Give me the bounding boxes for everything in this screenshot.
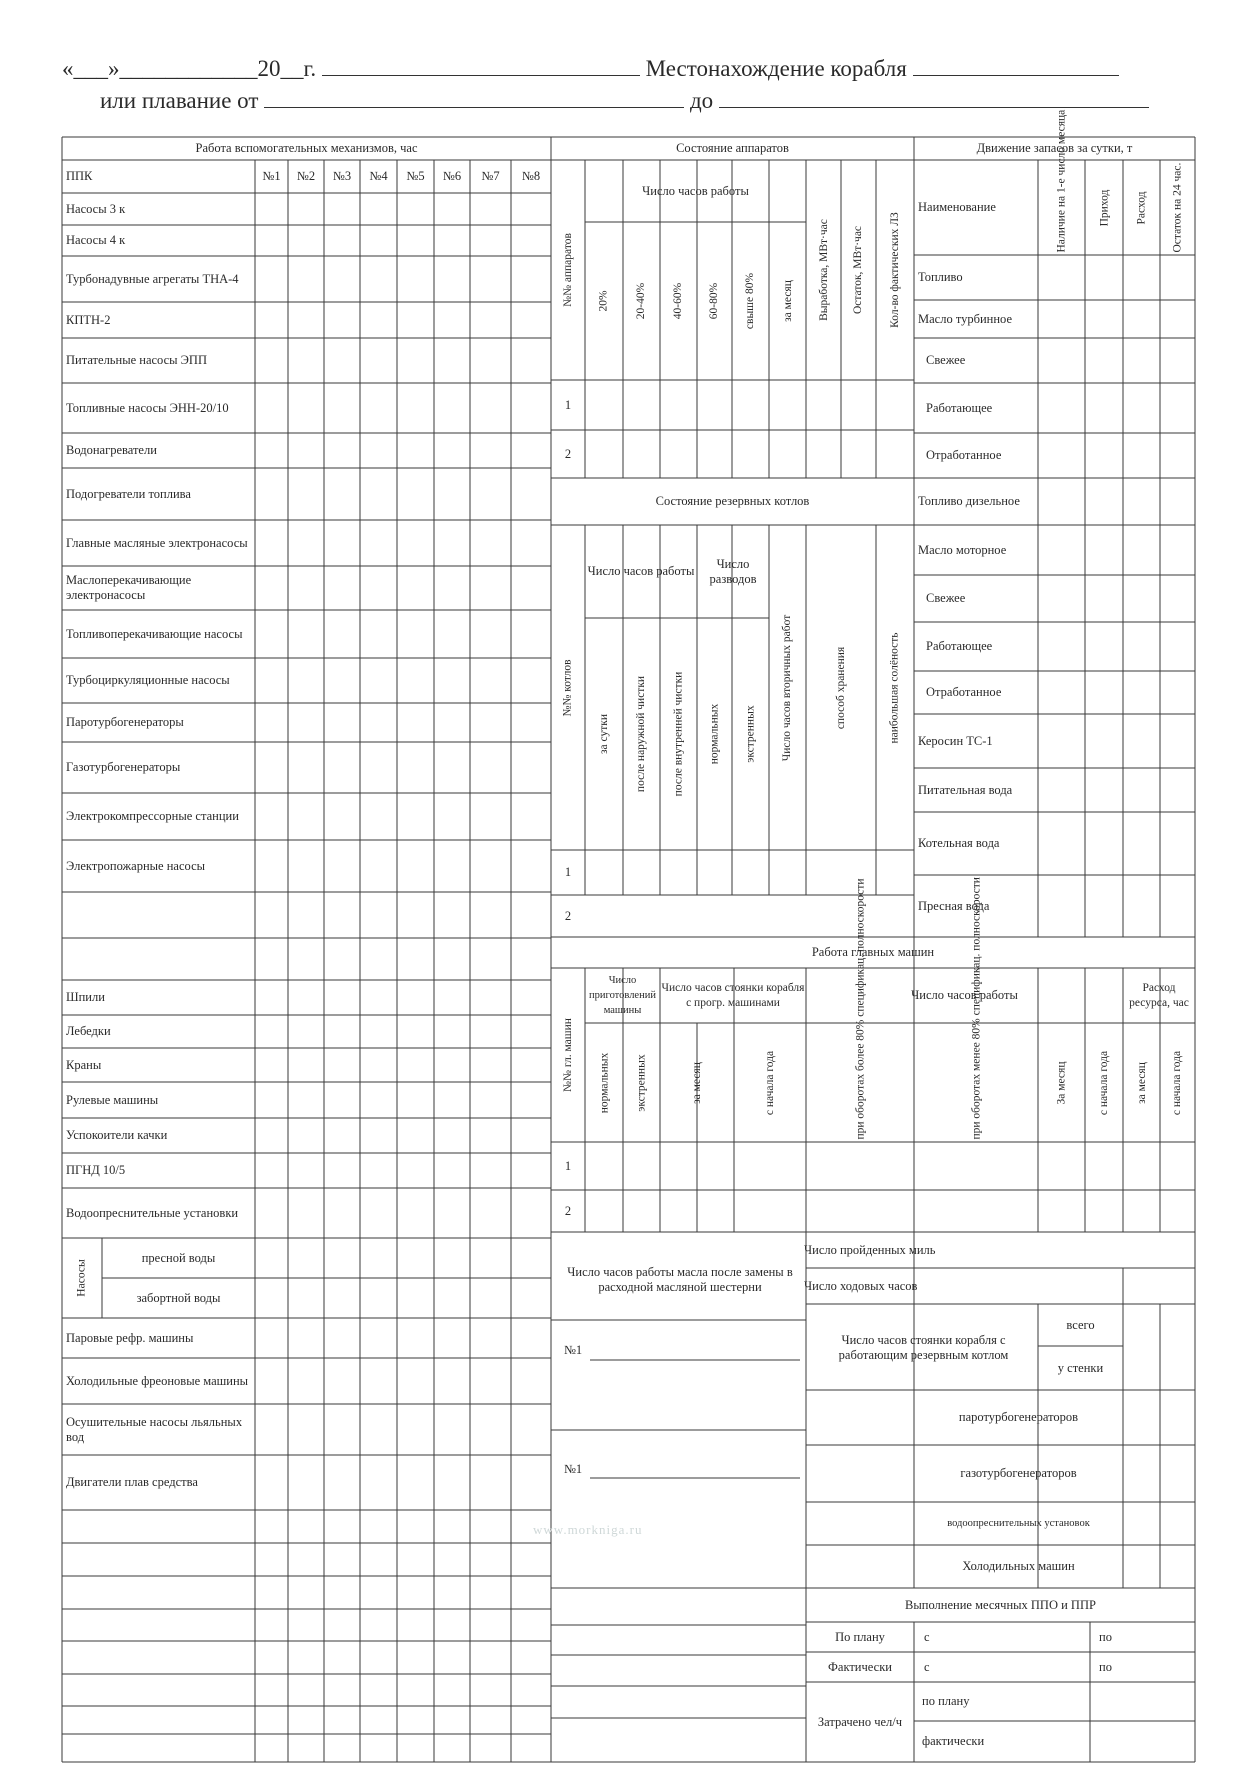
engines-prep-emergency-text: экстренных bbox=[635, 1053, 648, 1112]
left-row-label-7: Водонагреватели bbox=[66, 443, 157, 457]
plan-spent-plan: по плану bbox=[922, 1694, 970, 1708]
engines-work-year-text: с начала года bbox=[1098, 1050, 1111, 1115]
boilers-fault-text: наибольшая солёность bbox=[889, 631, 901, 744]
oil-n1: №1 bbox=[564, 1342, 583, 1357]
standby-at-wall: у стенки bbox=[1057, 1360, 1104, 1375]
left-row-label-20: Лебедки bbox=[66, 1024, 111, 1038]
pumps-group-label bbox=[62, 1238, 102, 1318]
plan-to-1: по bbox=[1099, 1629, 1112, 1644]
miles-label: Число пройденных миль bbox=[804, 1242, 936, 1257]
stocks-col-1-text: Наличие на 1-е число месяца bbox=[1055, 109, 1068, 252]
stocks-col-1 bbox=[1038, 109, 1085, 255]
stocks-col-4-text: Остаток на 24 час. bbox=[1171, 162, 1184, 252]
apparatus-output bbox=[806, 160, 841, 380]
left-row-label-29: Холодильные фреоновые машины bbox=[66, 1373, 249, 1388]
machine-num-7: №7 bbox=[481, 169, 500, 183]
left-row-label-22: Рулевые машины bbox=[66, 1092, 159, 1107]
left-row-label-0: ППК bbox=[66, 169, 93, 183]
boilers-num-col-text: №№ котлов bbox=[562, 658, 574, 717]
apparatus-num-col-text: №№ аппаратов bbox=[562, 233, 575, 307]
apparatus-hours-col-1 bbox=[623, 222, 660, 380]
boilers-hours-service-text: Число часов вторичных работ bbox=[781, 614, 794, 761]
stocks-row-8: Работающее bbox=[926, 639, 993, 653]
left-row-label-19: Шпили bbox=[66, 990, 105, 1004]
boilers-row-1: 1 bbox=[564, 865, 572, 879]
boilers-hours-service bbox=[769, 525, 806, 850]
engines-num-col-text: №№ гл. машин bbox=[562, 1018, 575, 1092]
apparatus-remainder-text: Остаток, МВт·час bbox=[852, 225, 865, 315]
left-row-label-12: Турбоциркуляционные насосы bbox=[66, 673, 230, 687]
engines-resource-month bbox=[1123, 1023, 1160, 1142]
engines-resource-year-text: с начала года bbox=[1171, 1050, 1184, 1115]
boilers-hours-ext-text: после наружной чистки bbox=[635, 675, 648, 793]
left-row-label-21: Краны bbox=[66, 1057, 102, 1072]
left-row-label-6: Топливные насосы ЭНН-20/10 bbox=[66, 400, 229, 415]
apparatus-hours-col-5 bbox=[769, 222, 806, 380]
voyage-to-label: до bbox=[689, 88, 714, 113]
boilers-hours-day-text: за сутки bbox=[598, 714, 610, 754]
left-row-label-3: Турбонадувные агрегаты ТНА-4 bbox=[66, 271, 239, 286]
engines-work-low-text: при оборотах менее 80% спецификац. полноскорости bbox=[970, 876, 982, 1139]
apparatus-hours-col-0 bbox=[585, 222, 623, 380]
stocks-row-11: Питательная вода bbox=[918, 782, 1013, 797]
apparatus-title: Состояние аппаратов bbox=[676, 141, 789, 155]
boilers-num-col bbox=[551, 525, 585, 850]
left-row-label-2: Насосы 4 к bbox=[66, 233, 126, 247]
plan-actual: Фактически bbox=[828, 1659, 892, 1674]
stocks-col-3 bbox=[1123, 160, 1160, 255]
stocks-title: Движение запасов за сутки, т bbox=[976, 141, 1133, 155]
left-row-label-9: Главные масляные электронасосы bbox=[66, 535, 248, 550]
engines-work-year bbox=[1085, 1023, 1123, 1142]
oil-hours-text: Число часов работы масла после замены в расходной масляной шестерни bbox=[567, 1265, 793, 1294]
apparatus-hours-col-0-text: 20% bbox=[598, 290, 610, 312]
stocks-col-3-text: Расход bbox=[1135, 190, 1148, 225]
engines-num-col bbox=[551, 968, 585, 1142]
left-table-title: Работа вспомогательных механизмов, час bbox=[195, 141, 418, 155]
apparatus-num-col bbox=[551, 160, 585, 380]
boilers-storage-text: способ хранения bbox=[835, 646, 847, 729]
machine-num-4: №4 bbox=[369, 169, 388, 183]
apparatus-hours-col-4-text: свыше 80% bbox=[744, 272, 757, 330]
left-row-label-13: Паротурбогенераторы bbox=[66, 715, 184, 729]
gen-refrigeration: Холодильных машин bbox=[962, 1559, 1075, 1573]
machine-num-2: №2 bbox=[296, 169, 316, 183]
engines-resource-month-text: за месяц bbox=[1135, 1061, 1148, 1104]
engines-work-month bbox=[1038, 1023, 1085, 1142]
plan-title: Выполнение месячных ППО и ППР bbox=[905, 1597, 1096, 1612]
stocks-row-4: Отработанное bbox=[926, 448, 1002, 462]
apparatus-hours-col-1-text: 20-40% bbox=[635, 282, 648, 320]
stocks-row-1: Масло турбинное bbox=[918, 311, 1013, 326]
engines-prep-emergency bbox=[623, 1023, 660, 1142]
gen-steam-turbine: паротурбогенераторов bbox=[958, 1410, 1079, 1424]
boilers-raising-header: Число разводов bbox=[709, 556, 757, 586]
pumps-sea-water: забортной воды bbox=[136, 1290, 221, 1305]
stocks-row-7: Свежее bbox=[926, 591, 966, 605]
apparatus-hours-col-2-text: 40-60% bbox=[672, 282, 685, 320]
apparatus-remainder bbox=[841, 160, 876, 380]
boilers-hours-header: Число часов работы bbox=[587, 564, 695, 578]
engines-stand-year-text: с начала года bbox=[763, 1050, 776, 1115]
left-row-label-1: Насосы 3 к bbox=[66, 201, 126, 216]
left-row-label-23: Успокоители качки bbox=[66, 1128, 168, 1142]
stocks-row-12: Котельная вода bbox=[918, 836, 1000, 850]
gen-desalination: водоопреснительных установок bbox=[947, 1518, 1090, 1529]
left-row-label-10: Маслоперекачивающие электронасосы bbox=[66, 573, 192, 602]
left-row-label-15: Электрокомпрессорные станции bbox=[66, 809, 239, 823]
boilers-raising-emergency-text: экстренных bbox=[744, 705, 757, 763]
apparatus-hours-header: Число часов работы bbox=[642, 183, 749, 198]
engines-work-header: Число часов работы bbox=[911, 988, 1018, 1002]
plan-by-plan: По плану bbox=[835, 1629, 885, 1644]
machine-num-1: №1 bbox=[262, 169, 281, 183]
plan-spent: Затрачено чел/ч bbox=[817, 1714, 903, 1729]
water-hours-label: Число ходовых часов bbox=[804, 1278, 918, 1293]
plan-from-2: с bbox=[924, 1659, 930, 1674]
stocks-row-13: Пресная вода bbox=[918, 898, 990, 913]
apparatus-output-text: Выработка, МВт·час bbox=[817, 219, 830, 321]
apparatus-lz bbox=[876, 160, 914, 380]
engines-resource-year bbox=[1160, 1023, 1195, 1142]
apparatus-hours-col-3 bbox=[697, 222, 732, 380]
engines-prep-normal bbox=[585, 1023, 623, 1142]
plan-spent-actual: фактически bbox=[922, 1734, 985, 1748]
stocks-col-2-text: Приход bbox=[1097, 189, 1110, 226]
engines-prep-normal-text: нормальных bbox=[598, 1052, 610, 1113]
pumps-fresh-water: пресной воды bbox=[141, 1250, 216, 1265]
date-field: «___»____________20__г. bbox=[62, 56, 317, 81]
left-row-label-4: КПТН-2 bbox=[66, 312, 111, 327]
boilers-fault bbox=[876, 525, 914, 850]
boilers-raising-emergency bbox=[732, 618, 769, 850]
engines-work-high-text: при оборотах более 80% спецификац. полноскорости bbox=[854, 877, 866, 1139]
stocks-col-4 bbox=[1160, 160, 1195, 255]
left-row-label-5: Питательные насосы ЭПП bbox=[66, 353, 207, 367]
left-row-label-31: Двигатели плав средства bbox=[66, 1475, 198, 1489]
left-row-label-24: ПГНД 10/5 bbox=[66, 1163, 126, 1177]
location-label: Местонахождение корабля bbox=[645, 56, 907, 81]
machine-num-6: №6 bbox=[442, 169, 462, 183]
stocks-row-9: Отработанное bbox=[926, 685, 1002, 699]
engines-stand-month-text: за месяц bbox=[691, 1061, 703, 1104]
apparatus-row-2: 2 bbox=[564, 446, 572, 461]
boilers-title: Состояние резервных котлов bbox=[655, 494, 810, 508]
engines-work-month-text: За месяц bbox=[1055, 1061, 1068, 1104]
apparatus-hours-col-3-text: 60-80% bbox=[708, 282, 721, 320]
engines-prep-header: Число приготовлений машины bbox=[589, 975, 656, 1016]
standby-total: всего bbox=[1066, 1317, 1095, 1332]
engines-title: Работа главных машин bbox=[811, 945, 935, 959]
boilers-raising-normal bbox=[697, 618, 732, 850]
left-row-label-28: Паровые рефр. машины bbox=[66, 1330, 194, 1345]
voyage-from-label: или плавание от bbox=[100, 88, 259, 113]
stocks-row-0: Топливо bbox=[918, 270, 963, 284]
boilers-hours-int-text: после внутренней чистки bbox=[672, 671, 685, 797]
boilers-row-2: 2 bbox=[564, 908, 572, 923]
stocks-col-2 bbox=[1085, 160, 1123, 255]
left-row-label-14: Газотурбогенераторы bbox=[66, 760, 181, 774]
boilers-hours-day bbox=[585, 618, 623, 850]
apparatus-lz-text: Кол-во фактических ЛЗ bbox=[889, 212, 901, 328]
engines-row-2: 2 bbox=[564, 1203, 572, 1218]
left-row-label-30: Осушительные насосы льяльных вод bbox=[66, 1414, 243, 1444]
left-row-label-25: Водоопреснительные установки bbox=[66, 1205, 239, 1220]
left-row-label-8: Подогреватели топлива bbox=[66, 486, 191, 501]
stocks-row-6: Масло моторное bbox=[918, 542, 1007, 557]
apparatus-hours-col-5-text: за месяц bbox=[781, 280, 794, 322]
stocks-row-10: Керосин ТС-1 bbox=[918, 733, 993, 748]
plan-from-1: с bbox=[924, 1629, 930, 1644]
boilers-storage bbox=[806, 525, 876, 850]
engines-row-1: 1 bbox=[564, 1158, 572, 1173]
machine-num-3: №3 bbox=[332, 169, 352, 183]
stocks-row-3: Работающее bbox=[926, 400, 993, 415]
plan-to-2: по bbox=[1099, 1659, 1112, 1674]
machine-num-5: №5 bbox=[406, 169, 425, 183]
stocks-col-name: Наименование bbox=[918, 200, 996, 214]
stocks-row-5: Топливо дизельное bbox=[918, 494, 1020, 508]
boilers-hours-int bbox=[660, 618, 697, 850]
watermark: www.morkniga.ru bbox=[533, 1522, 643, 1537]
apparatus-row-1: 1 bbox=[564, 397, 572, 412]
pumps-group-label-text: Насосы bbox=[75, 1259, 88, 1297]
gen-gas-turbine: газотурбогенераторов bbox=[960, 1466, 1077, 1480]
engines-resource-header: Расход ресурса, час bbox=[1129, 981, 1189, 1009]
engines-stand-header: Число часов стоянки корабля с прогр. машинами bbox=[661, 981, 805, 1009]
boilers-raising-normal-text: нормальных bbox=[708, 703, 721, 765]
machine-num-8: №8 bbox=[521, 169, 541, 183]
left-row-label-16: Электропожарные насосы bbox=[66, 858, 206, 873]
standby-text: Число часов стоянки корабля с работающим резервным котлом bbox=[838, 1333, 1009, 1362]
apparatus-hours-col-4 bbox=[732, 222, 769, 380]
stocks-row-2: Свежее bbox=[926, 353, 966, 367]
engines-stand-month bbox=[660, 1023, 734, 1142]
apparatus-hours-col-2 bbox=[660, 222, 697, 380]
boilers-hours-ext bbox=[623, 618, 660, 850]
left-row-label-11: Топливоперекачивающие насосы bbox=[66, 626, 243, 641]
engines-stand-year bbox=[734, 1023, 806, 1142]
oil-n2: №1 bbox=[564, 1461, 583, 1476]
